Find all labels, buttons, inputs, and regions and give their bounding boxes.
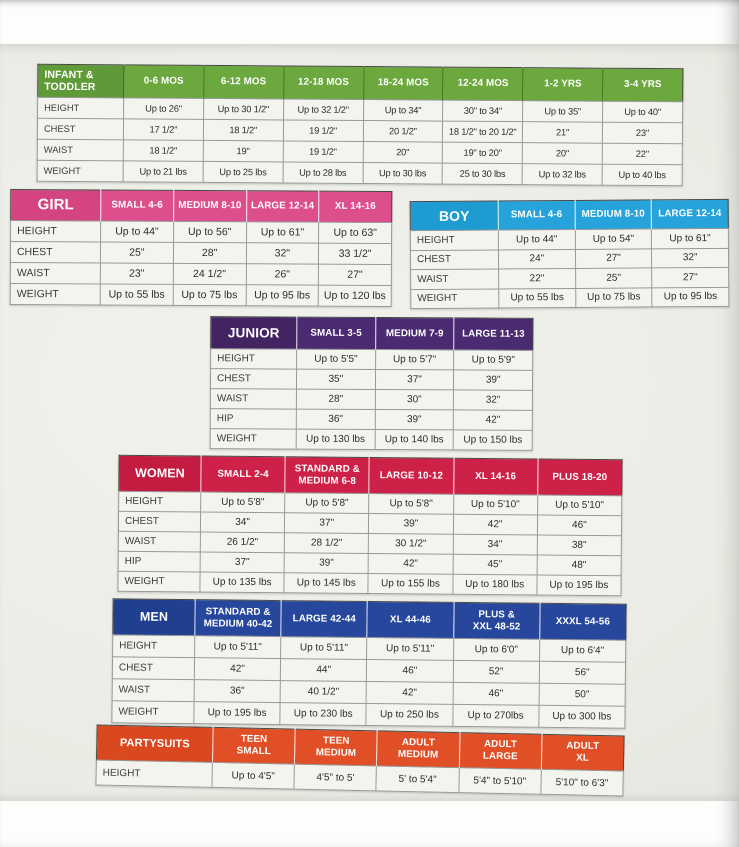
table-cell: Up to 44" bbox=[101, 221, 174, 242]
table-cell: Up to 5'8" bbox=[369, 493, 453, 514]
column-header: PLUS & XXL 48-52 bbox=[453, 602, 540, 639]
table-cell: 27" bbox=[652, 267, 729, 287]
table-cell: 32" bbox=[454, 390, 533, 410]
table-cell: 37" bbox=[375, 370, 454, 390]
table-cell: 25" bbox=[100, 242, 173, 263]
header-row bbox=[119, 455, 622, 495]
table-row bbox=[411, 287, 729, 309]
table-cell: Up to 61" bbox=[246, 222, 319, 243]
table-cell: 25 to 30 lbs bbox=[442, 163, 522, 185]
table-row bbox=[210, 409, 532, 431]
table-cell: 21" bbox=[523, 122, 603, 144]
column-header: SMALL 2-4 bbox=[201, 456, 285, 493]
table-cell: 28" bbox=[173, 242, 246, 263]
size-table-girl bbox=[10, 189, 393, 307]
table-row bbox=[210, 389, 532, 411]
table-row bbox=[10, 242, 391, 265]
table-cell: 18 1/2" bbox=[123, 140, 203, 162]
row-label: WAIST bbox=[37, 139, 123, 161]
column-header: STANDARD & MEDIUM 40-42 bbox=[195, 600, 282, 637]
table-cell: 19 1/2" bbox=[283, 120, 363, 142]
table-cell: Up to 155 lbs bbox=[368, 573, 452, 594]
table-title: JUNIOR bbox=[211, 317, 297, 349]
size-table-grid bbox=[117, 455, 622, 596]
table-cell: 30" to 34" bbox=[443, 100, 523, 122]
row-label: HEIGHT bbox=[11, 221, 101, 242]
table-cell: Up to 6'4" bbox=[539, 639, 625, 662]
size-table-grid bbox=[111, 598, 626, 728]
table-cell: 34" bbox=[453, 534, 537, 555]
row-label: CHEST bbox=[37, 118, 123, 140]
table-cell: 25" bbox=[575, 268, 652, 288]
table-cell: Up to 270lbs bbox=[452, 704, 538, 727]
table-cell: 42" bbox=[368, 553, 452, 574]
table-cell: Up to 120 lbs bbox=[318, 285, 391, 306]
table-cell: Up to 54" bbox=[575, 229, 652, 249]
table-cell: Up to 55 lbs bbox=[100, 284, 173, 305]
table-cell: Up to 4'5" bbox=[212, 762, 295, 789]
table-row bbox=[112, 701, 625, 728]
table-row bbox=[37, 160, 682, 186]
table-cell: Up to 140 lbs bbox=[375, 430, 454, 450]
table-cell: Up to 250 lbs bbox=[366, 703, 452, 726]
table-cell: 40 1/2" bbox=[280, 681, 366, 704]
row-label: HIP bbox=[210, 409, 296, 429]
column-header: SMALL 3-5 bbox=[297, 317, 376, 349]
row-label: WEIGHT bbox=[411, 288, 499, 308]
column-header: LARGE 12-14 bbox=[651, 199, 728, 229]
table-cell: Up to 56" bbox=[173, 221, 246, 242]
table-cell: 20" bbox=[522, 143, 602, 165]
column-header: XL 44-46 bbox=[367, 601, 454, 638]
row-label: HEIGHT bbox=[38, 97, 124, 119]
table-cell: Up to 25 lbs bbox=[203, 161, 283, 183]
column-header: 0-6 MOS bbox=[124, 65, 204, 99]
header-row bbox=[11, 190, 392, 223]
table-cell: 42" bbox=[194, 658, 280, 681]
size-table-grid bbox=[10, 189, 393, 307]
table-cell: Up to 34" bbox=[363, 100, 443, 122]
size-table-men bbox=[111, 598, 626, 728]
row-label: WAIST bbox=[118, 531, 200, 552]
column-header: MEDIUM 7-9 bbox=[375, 318, 454, 350]
table-cell: 39" bbox=[369, 513, 453, 534]
size-table-grid bbox=[410, 199, 730, 309]
table-row bbox=[410, 248, 728, 270]
table-cell: Up to 40" bbox=[603, 101, 683, 123]
table-title: INFANT & TODDLER bbox=[38, 64, 124, 98]
row-label: HIP bbox=[118, 551, 200, 572]
header-row bbox=[113, 599, 626, 640]
table-cell: 4'5" to 5' bbox=[294, 764, 377, 791]
row-label: CHEST bbox=[118, 511, 200, 532]
size-table-infant-toddler bbox=[37, 64, 684, 187]
table-cell: 19 1/2" bbox=[283, 141, 363, 163]
size-table-grid bbox=[210, 316, 534, 451]
table-cell: 46" bbox=[367, 659, 453, 682]
table-cell: Up to 75 lbs bbox=[173, 284, 246, 305]
table-cell: 22" bbox=[499, 268, 576, 288]
column-header: MEDIUM 8-10 bbox=[173, 190, 246, 221]
table-cell: 23" bbox=[602, 122, 682, 144]
table-cell: 37" bbox=[200, 552, 284, 573]
column-header: STANDARD & MEDIUM 6-8 bbox=[285, 457, 369, 494]
size-table-women bbox=[117, 455, 622, 596]
table-title: GIRL bbox=[11, 190, 101, 221]
table-cell: Up to 40 lbs bbox=[602, 164, 682, 186]
table-cell: 45" bbox=[453, 554, 537, 575]
table-cell: Up to 135 lbs bbox=[200, 572, 284, 593]
table-cell: 32" bbox=[652, 248, 729, 268]
table-cell: 46" bbox=[537, 515, 621, 536]
table-cell: Up to 28 lbs bbox=[283, 162, 363, 184]
table-cell: 39" bbox=[375, 410, 454, 430]
table-cell: 42" bbox=[454, 410, 533, 430]
table-cell: Up to 5'8" bbox=[285, 493, 369, 514]
table-cell: 5' to 5'4" bbox=[376, 766, 459, 793]
table-cell: Up to 5'10" bbox=[453, 494, 537, 515]
table-cell: Up to 35" bbox=[523, 101, 603, 123]
table-cell: 26 1/2" bbox=[200, 532, 284, 553]
table-cell: Up to 95 lbs bbox=[246, 285, 319, 306]
column-header: XL 14-16 bbox=[453, 458, 537, 495]
table-cell: 32" bbox=[246, 243, 319, 264]
row-label: CHEST bbox=[410, 249, 498, 269]
table-cell: Up to 5'11" bbox=[195, 636, 281, 659]
table-cell: Up to 61" bbox=[652, 228, 729, 248]
row-label: WAIST bbox=[411, 269, 499, 289]
row-label: HEIGHT bbox=[119, 491, 201, 512]
table-cell: 27" bbox=[319, 264, 392, 285]
column-header: 1-2 YRS bbox=[523, 68, 603, 102]
table-cell: 28 1/2" bbox=[284, 533, 368, 554]
table-cell: 52" bbox=[453, 660, 539, 683]
size-table-junior bbox=[210, 316, 534, 451]
table-row bbox=[10, 284, 391, 307]
table-cell: 28" bbox=[296, 389, 375, 409]
header-row bbox=[410, 199, 728, 230]
table-cell: Up to 30 1/2" bbox=[203, 98, 283, 120]
table-row bbox=[118, 571, 621, 595]
table-row bbox=[210, 369, 532, 391]
column-header: LARGE 11-13 bbox=[454, 318, 533, 350]
table-cell: 19" bbox=[203, 140, 283, 162]
header-row bbox=[38, 64, 683, 102]
table-cell: Up to 26" bbox=[124, 98, 204, 120]
column-header: ADULT XL bbox=[541, 734, 624, 771]
table-cell: Up to 5'7" bbox=[375, 350, 454, 370]
header-row bbox=[211, 317, 533, 351]
table-cell: Up to 5'5" bbox=[297, 349, 376, 369]
table-cell: Up to 6'0" bbox=[453, 638, 539, 661]
size-table-partysuits bbox=[95, 724, 624, 796]
row-label: WAIST bbox=[210, 389, 296, 409]
table-cell: Up to 30 lbs bbox=[363, 163, 443, 185]
table-cell: 5'10" to 6'3" bbox=[541, 769, 624, 796]
table-cell: 39" bbox=[454, 370, 533, 390]
table-cell: Up to 195 lbs bbox=[537, 575, 621, 596]
table-cell: Up to 145 lbs bbox=[284, 573, 368, 594]
table-cell: Up to 21 lbs bbox=[123, 161, 203, 183]
column-header: 12-24 MOS bbox=[443, 67, 523, 101]
table-cell: 37" bbox=[285, 513, 369, 534]
row-label: CHEST bbox=[210, 369, 296, 389]
table-cell: Up to 32 lbs bbox=[522, 164, 602, 186]
table-cell: 35" bbox=[296, 369, 375, 389]
table-cell: 30 1/2" bbox=[369, 533, 453, 554]
table-cell: 42" bbox=[453, 514, 537, 535]
table-cell: 30" bbox=[375, 390, 454, 410]
table-cell: Up to 195 lbs bbox=[194, 702, 280, 725]
table-row bbox=[211, 349, 533, 371]
table-cell: 22" bbox=[602, 143, 682, 165]
size-table-grid bbox=[37, 64, 684, 187]
table-cell: 38" bbox=[537, 535, 621, 556]
table-cell: 18 1/2" to 20 1/2" bbox=[443, 121, 523, 143]
column-header: SMALL 4-6 bbox=[101, 190, 174, 221]
table-cell: Up to 32 1/2" bbox=[283, 99, 363, 121]
table-title: PARTYSUITS bbox=[96, 725, 213, 762]
table-cell: Up to 230 lbs bbox=[280, 703, 366, 726]
row-label: WEIGHT bbox=[112, 701, 194, 724]
table-cell: 24" bbox=[498, 249, 575, 269]
table-row bbox=[411, 267, 729, 289]
size-table-grid bbox=[95, 724, 624, 796]
row-label: WAIST bbox=[10, 263, 100, 284]
column-header: ADULT MEDIUM bbox=[377, 731, 460, 768]
row-label: HEIGHT bbox=[113, 635, 195, 658]
row-label: HEIGHT bbox=[96, 760, 212, 787]
table-cell: 27" bbox=[575, 248, 652, 268]
column-header: 6-12 MOS bbox=[204, 65, 284, 99]
column-header: PLUS 18-20 bbox=[538, 459, 623, 496]
table-row bbox=[10, 263, 391, 286]
table-cell: 48" bbox=[537, 555, 621, 576]
table-cell: Up to 63" bbox=[319, 222, 392, 243]
column-header: MEDIUM 8-10 bbox=[575, 200, 652, 230]
row-label: CHEST bbox=[10, 242, 100, 263]
table-title: WOMEN bbox=[119, 455, 201, 492]
row-label: CHEST bbox=[112, 657, 194, 680]
column-header: LARGE 42-44 bbox=[281, 601, 368, 638]
table-cell: Up to 180 lbs bbox=[452, 574, 536, 595]
table-cell: Up to 300 lbs bbox=[539, 705, 625, 728]
table-cell: Up to 5'11" bbox=[281, 637, 367, 660]
table-cell: 44" bbox=[281, 659, 367, 682]
row-label: WEIGHT bbox=[37, 160, 123, 182]
table-cell: 39" bbox=[284, 553, 368, 574]
table-cell: 33 1/2" bbox=[319, 243, 392, 264]
row-label: WEIGHT bbox=[118, 571, 200, 592]
table-cell: 5'4" to 5'10" bbox=[458, 768, 541, 795]
table-cell: 17 1/2" bbox=[123, 119, 203, 141]
column-header: LARGE 10-12 bbox=[369, 457, 453, 494]
table-cell: 20" bbox=[363, 142, 443, 164]
column-header: SMALL 4-6 bbox=[498, 200, 575, 230]
column-header: 3-4 YRS bbox=[603, 68, 683, 102]
table-row bbox=[11, 221, 392, 244]
column-header: LARGE 12-14 bbox=[246, 191, 319, 222]
row-label: WEIGHT bbox=[210, 429, 296, 449]
table-cell: Up to 5'8" bbox=[201, 492, 285, 513]
table-cell: Up to 5'11" bbox=[367, 637, 453, 660]
table-cell: Up to 44" bbox=[498, 229, 575, 249]
column-header: XL 14-16 bbox=[319, 191, 392, 222]
table-title: MEN bbox=[113, 599, 195, 636]
table-cell: 56" bbox=[539, 661, 625, 684]
column-header: 12-18 MOS bbox=[283, 66, 363, 100]
table-cell: 36" bbox=[296, 409, 375, 429]
table-cell: Up to 5'10" bbox=[537, 495, 621, 516]
column-header: 18-24 MOS bbox=[363, 67, 443, 101]
row-label: WEIGHT bbox=[10, 284, 100, 305]
row-label: WAIST bbox=[112, 679, 194, 702]
table-cell: Up to 130 lbs bbox=[296, 429, 375, 449]
table-cell: 46" bbox=[453, 682, 539, 705]
column-header: TEEN MEDIUM bbox=[295, 729, 378, 766]
table-cell: 24 1/2" bbox=[173, 263, 246, 284]
table-cell: Up to 55 lbs bbox=[499, 288, 576, 308]
table-cell: 23" bbox=[100, 263, 173, 284]
table-cell: 36" bbox=[194, 680, 280, 703]
table-cell: 19" to 20" bbox=[443, 142, 523, 164]
row-label: HEIGHT bbox=[410, 230, 498, 250]
size-table-boy bbox=[410, 199, 730, 309]
table-cell: Up to 95 lbs bbox=[652, 287, 729, 307]
table-cell: 20 1/2" bbox=[363, 121, 443, 143]
table-cell: Up to 75 lbs bbox=[575, 287, 652, 307]
column-header: XXXL 54-56 bbox=[540, 603, 627, 640]
table-title: BOY bbox=[410, 201, 498, 231]
table-row bbox=[410, 228, 728, 250]
table-cell: 26" bbox=[246, 264, 319, 285]
column-header: ADULT LARGE bbox=[459, 733, 542, 770]
table-cell: Up to 5'9" bbox=[454, 350, 533, 370]
row-label: HEIGHT bbox=[211, 349, 297, 369]
table-cell: 50" bbox=[539, 683, 625, 706]
table-cell: Up to 150 lbs bbox=[453, 430, 532, 450]
table-row bbox=[210, 429, 532, 451]
table-cell: 42" bbox=[366, 681, 452, 704]
table-cell: 18 1/2" bbox=[203, 119, 283, 141]
table-cell: 34" bbox=[200, 512, 284, 533]
column-header: TEEN SMALL bbox=[212, 727, 295, 764]
